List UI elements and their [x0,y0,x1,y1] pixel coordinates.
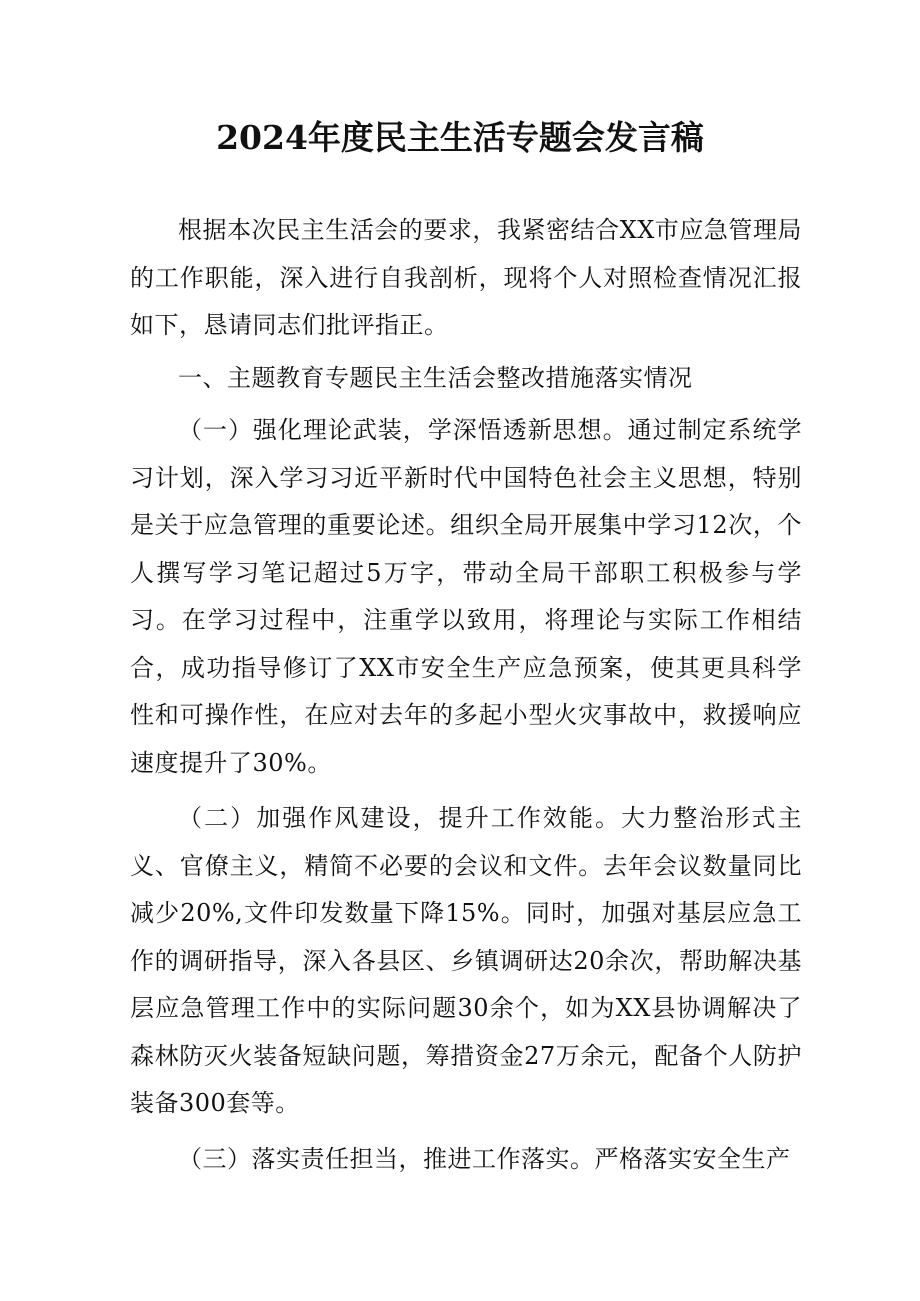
section-heading-1: 一、主题教育专题民主生活会整改措施落实情况 [178,363,693,392]
subsection-1-paragraph: （一）强化理论武装，学深悟透新思想。通过制定系统学习计划，深入学习习近平新时代中国特色社会主义思想，特别是关于应急管理的重要论述。组织全局开展集中学习12次，个人撰写学习笔记超过5万字，带动全局干部职工积极参与学习。在学习过程中，注重学以致用，将理论与实际工作相结合，成功指导修订了XX市安全生产应急预案，使其更具科学性和可操作性，在应对去年的多起小型火灾事故中，救援响应速度提升了30%。 [130,416,802,777]
document-title: 2024年度民主生活专题会发言稿 [216,118,704,157]
subsection-3-paragraph: （三）落实责任担当，推进工作落实。严格落实安全生产 [178,1144,791,1173]
intro-paragraph: 根据本次民主生活会的要求，我紧密结合XX市应急管理局的工作职能，深入进行自我剖析，现将个人对照检查情况汇报如下，恳请同志们批评指正。 [130,216,802,339]
subsection-2-paragraph: （二）加强作风建设，提升工作效能。大力整治形式主义、官僚主义，精简不必要的会议和文件。去年会议数量同比减少20%,文件印发数量下降15%。同时，加强对基层应急工作的调研指导，深入各县区、乡镇调研达20余次，帮助解决基层应急管理工作中的实际问题30余个，如为XX县协调解决了森林防灭火装备短缺问题，筹措资金27万余元，配备个人防护装备300套等。 [130,804,802,1117]
document-body [130,207,802,1188]
